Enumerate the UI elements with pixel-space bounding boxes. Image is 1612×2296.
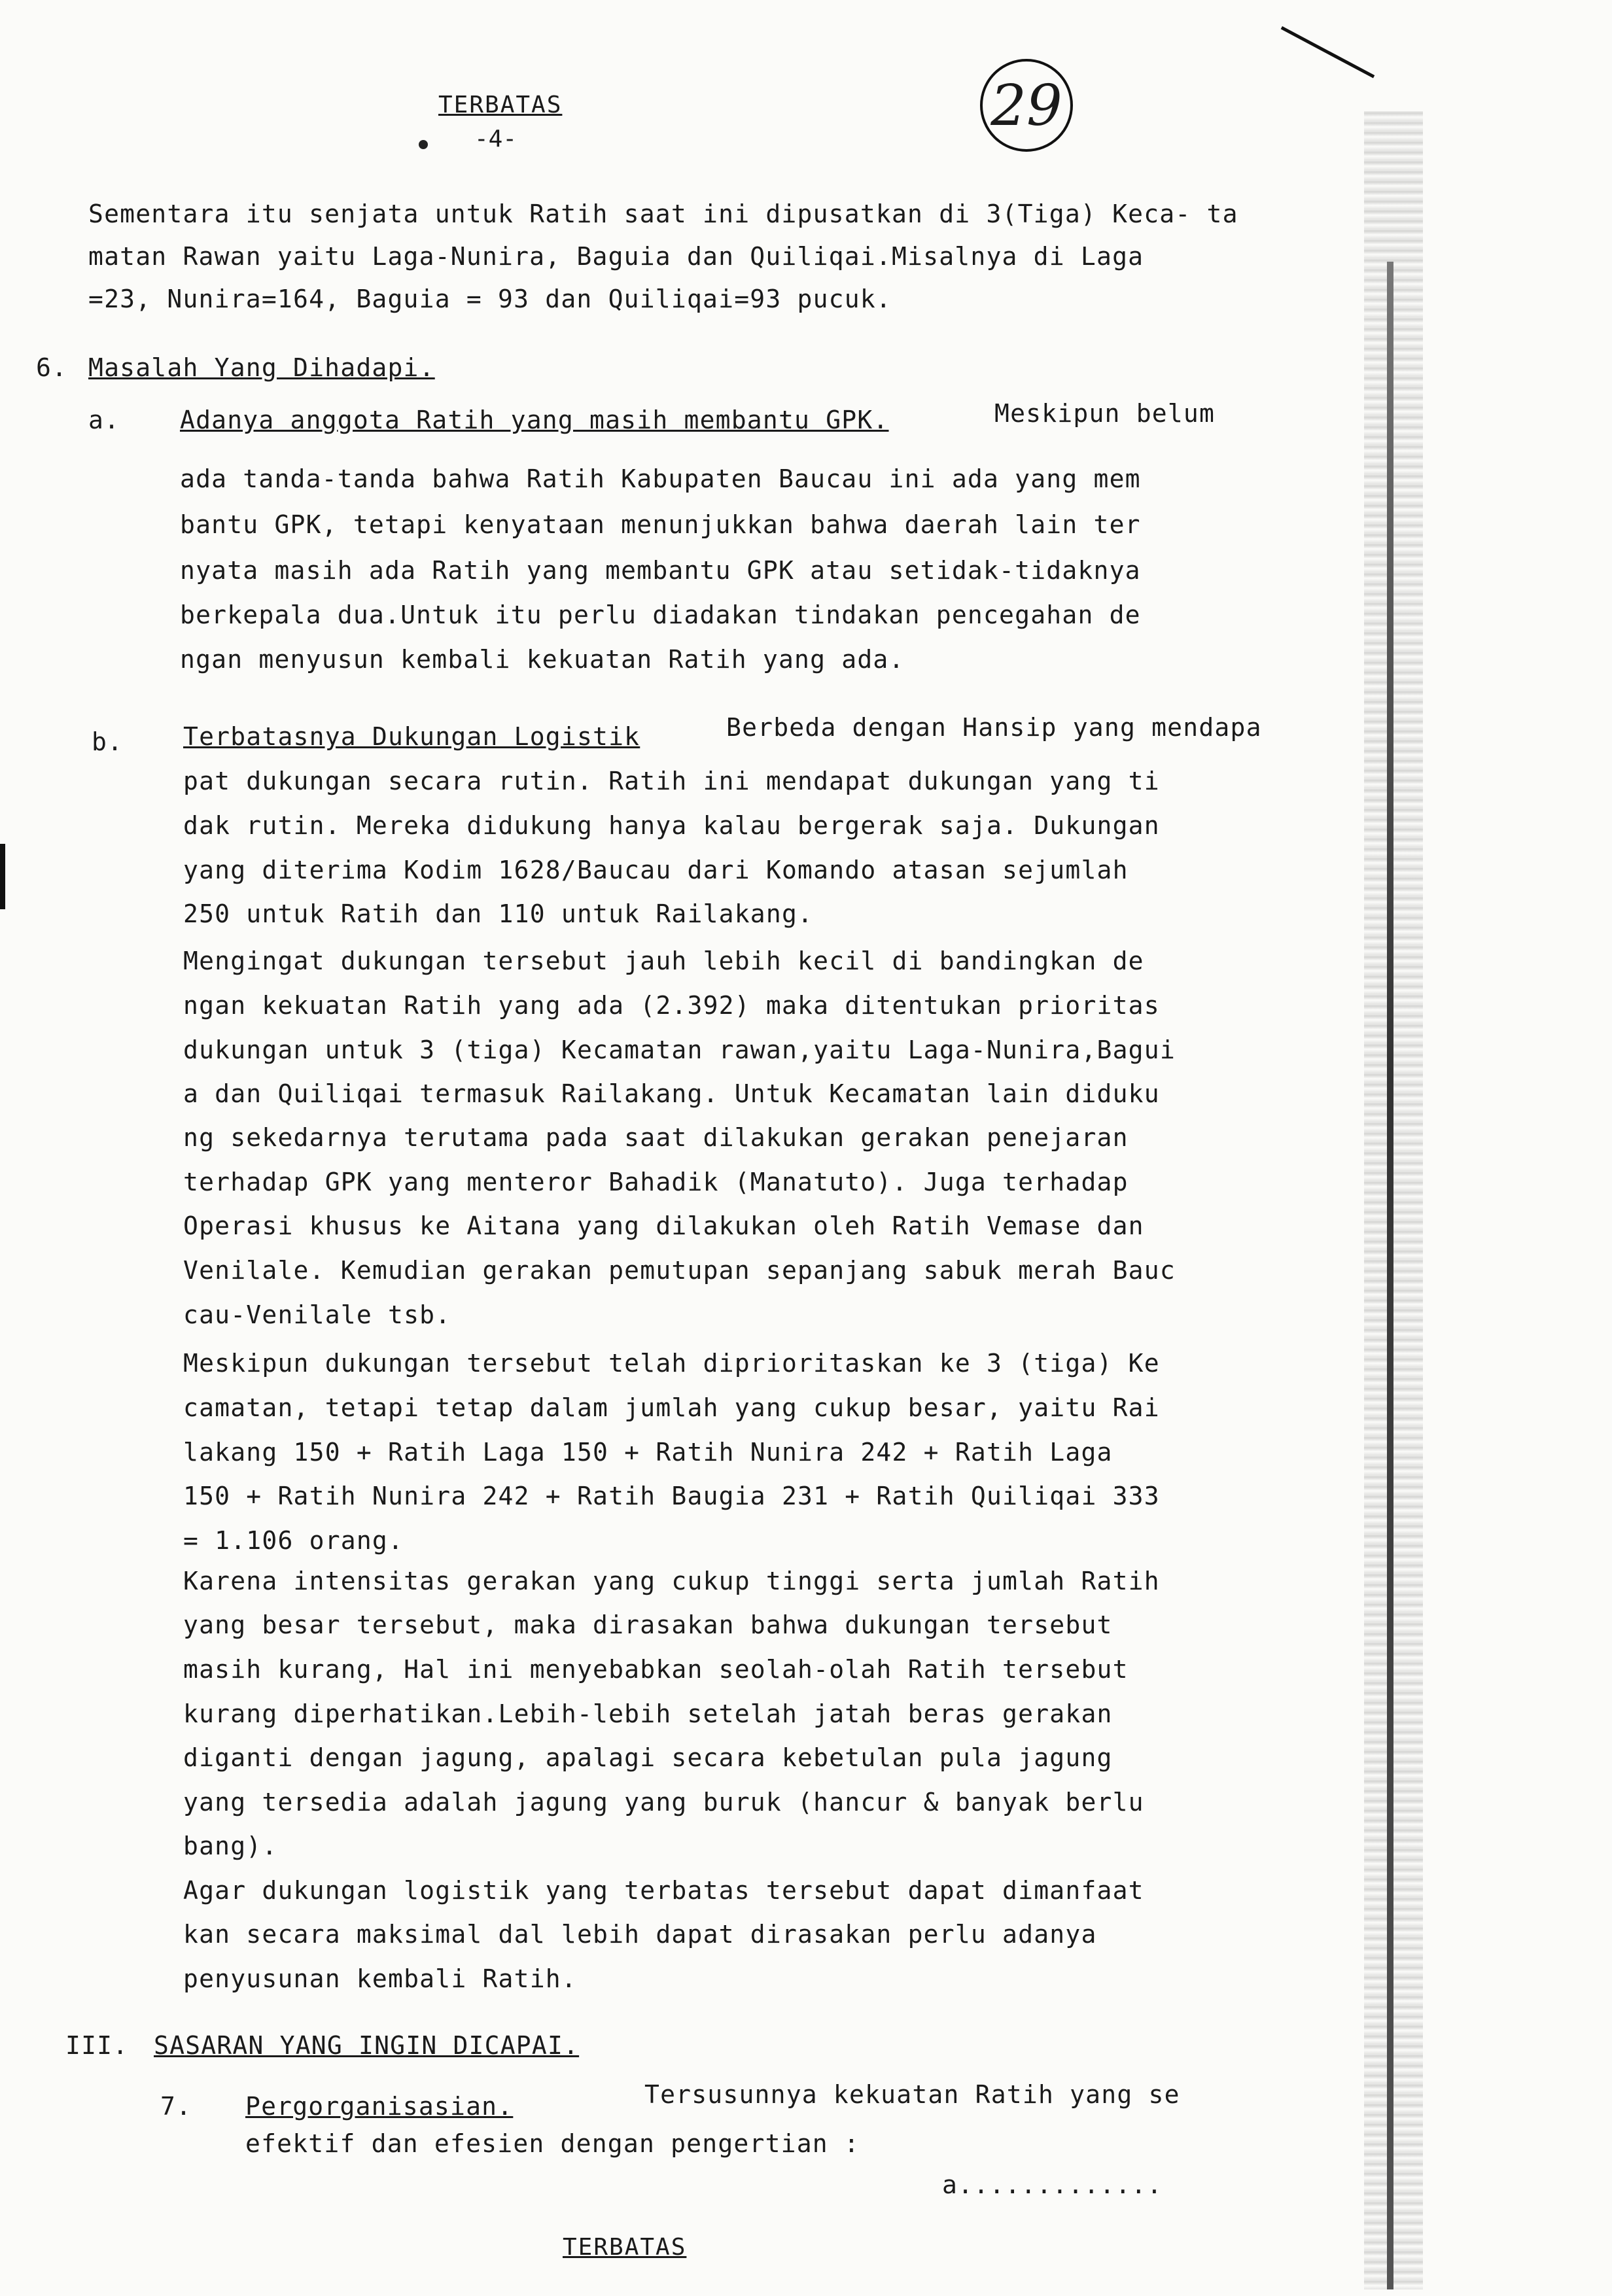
classification-header: TERBATAS: [438, 92, 563, 118]
body-line: =23, Nunira=164, Baguia = 93 dan Quiliqai=93 pucuk.: [88, 285, 892, 313]
body-line: yang besar tersebut, maka dirasakan bahwa dukungan tersebut: [183, 1610, 1113, 1639]
body-line: 250 untuk Ratih dan 110 untuk Railakang.: [183, 899, 814, 928]
body-line: terhadap GPK yang menteror Bahadik (Manatuto). Juga terhadap: [183, 1168, 1129, 1196]
body-line: ngan kekuatan Ratih yang ada (2.392) maka ditentukan prioritas: [183, 991, 1160, 1020]
sub-heading: Adanya anggota Ratih yang masih membantu GPK.: [180, 406, 889, 434]
section-heading: Masalah Yang Dihadapi.: [88, 353, 435, 382]
item-number: 6.: [36, 353, 68, 382]
body-line: cau-Venilale tsb.: [183, 1300, 451, 1329]
item-number: 7.: [160, 2092, 192, 2121]
section-heading: SASARAN YANG INGIN DICAPAI.: [154, 2031, 580, 2060]
sub-heading: Terbatasnya Dukungan Logistik: [183, 722, 640, 751]
body-line: ng sekedarnya terutama pada saat dilakukan gerakan penejaran: [183, 1123, 1129, 1152]
body-line: Berbeda dengan Hansip yang mendapa: [726, 713, 1262, 742]
body-line: Agar dukungan logistik yang terbatas tersebut dapat dimanfaat: [183, 1876, 1144, 1905]
item-letter: a.: [88, 406, 120, 434]
body-line: a dan Quiliqai termasuk Railakang. Untuk Kecamatan lain diduku: [183, 1079, 1160, 1108]
body-line: kan secara maksimal dal lebih dapat dirasakan perlu adanya: [183, 1920, 1097, 1949]
body-line: kurang diperhatikan.Lebih-lebih setelah jatah beras gerakan: [183, 1699, 1113, 1728]
body-line: Venilale. Kemudian gerakan pemutupan sepanjang sabuk merah Bauc: [183, 1256, 1176, 1285]
body-line: masih kurang, Hal ini menyebabkan seolah-olah Ratih tersebut: [183, 1655, 1129, 1684]
body-line: Karena intensitas gerakan yang cukup tinggi serta jumlah Ratih: [183, 1567, 1160, 1595]
body-line: berkepala dua.Untuk itu perlu diadakan tindakan pencegahan de: [180, 600, 1141, 629]
body-line: ngan menyusun kembali kekuatan Ratih yang ada.: [180, 645, 905, 674]
body-line: nyata masih ada Ratih yang membantu GPK atau setidak-tidaknya: [180, 556, 1141, 585]
body-line: efektif dan efesien dengan pengertian :: [245, 2129, 860, 2158]
body-line: dak rutin. Mereka didukung hanya kalau bergerak saja. Dukungan: [183, 811, 1160, 840]
scan-left-mark: [0, 844, 5, 909]
page-number: -4-: [474, 126, 517, 152]
body-line: dukungan untuk 3 (tiga) Kecamatan rawan,yaitu Laga-Nunira,Bagui: [183, 1035, 1176, 1064]
body-line: Meskipun belum: [994, 399, 1216, 428]
body-line: Sementara itu senjata untuk Ratih saat ini dipusatkan di 3(Tiga) Keca- ta: [88, 200, 1238, 228]
archive-number-stamp: 29: [980, 59, 1073, 152]
punch-dot: [419, 140, 428, 149]
body-line: lakang 150 + Ratih Laga 150 + Ratih Nunira 242 + Ratih Laga: [183, 1438, 1113, 1467]
body-line: = 1.106 orang.: [183, 1526, 404, 1555]
body-line: bang).: [183, 1832, 278, 1860]
body-line: 150 + Ratih Nunira 242 + Ratih Baugia 231 + Ratih Quiliqai 333: [183, 1482, 1160, 1510]
scan-edge-noise: [1364, 111, 1423, 2289]
scan-edge-bar: [1387, 262, 1393, 2289]
body-line: Tersusunnya kekuatan Ratih yang se: [644, 2080, 1180, 2109]
scan-corner-mark: [1269, 26, 1375, 101]
body-line: Operasi khusus ke Aitana yang dilakukan oleh Ratih Vemase dan: [183, 1211, 1144, 1240]
section-number: III.: [65, 2031, 129, 2060]
body-line: a.............: [942, 2170, 1163, 2199]
body-line: camatan, tetapi tetap dalam jumlah yang cukup besar, yaitu Rai: [183, 1393, 1160, 1422]
body-line: penyusunan kembali Ratih.: [183, 1964, 577, 1993]
classification-footer: TERBATAS: [563, 2234, 687, 2261]
sub-heading: Pergorganisasian.: [245, 2092, 514, 2121]
body-line: Meskipun dukungan tersebut telah diprioritaskan ke 3 (tiga) Ke: [183, 1349, 1160, 1378]
body-line: matan Rawan yaitu Laga-Nunira, Baguia dan Quiliqai.Misalnya di Laga: [88, 242, 1144, 271]
body-line: yang tersedia adalah jagung yang buruk (hancur & banyak berlu: [183, 1788, 1144, 1817]
body-line: diganti dengan jagung, apalagi secara kebetulan pula jagung: [183, 1743, 1113, 1772]
body-line: pat dukungan secara rutin. Ratih ini mendapat dukungan yang ti: [183, 767, 1160, 795]
item-letter: b.: [92, 727, 124, 756]
body-line: Mengingat dukungan tersebut jauh lebih kecil di bandingkan de: [183, 947, 1144, 975]
body-line: ada tanda-tanda bahwa Ratih Kabupaten Baucau ini ada yang mem: [180, 464, 1141, 493]
body-line: yang diterima Kodim 1628/Baucau dari Komando atasan sejumlah: [183, 856, 1129, 884]
body-line: bantu GPK, tetapi kenyataan menunjukkan bahwa daerah lain ter: [180, 510, 1141, 539]
